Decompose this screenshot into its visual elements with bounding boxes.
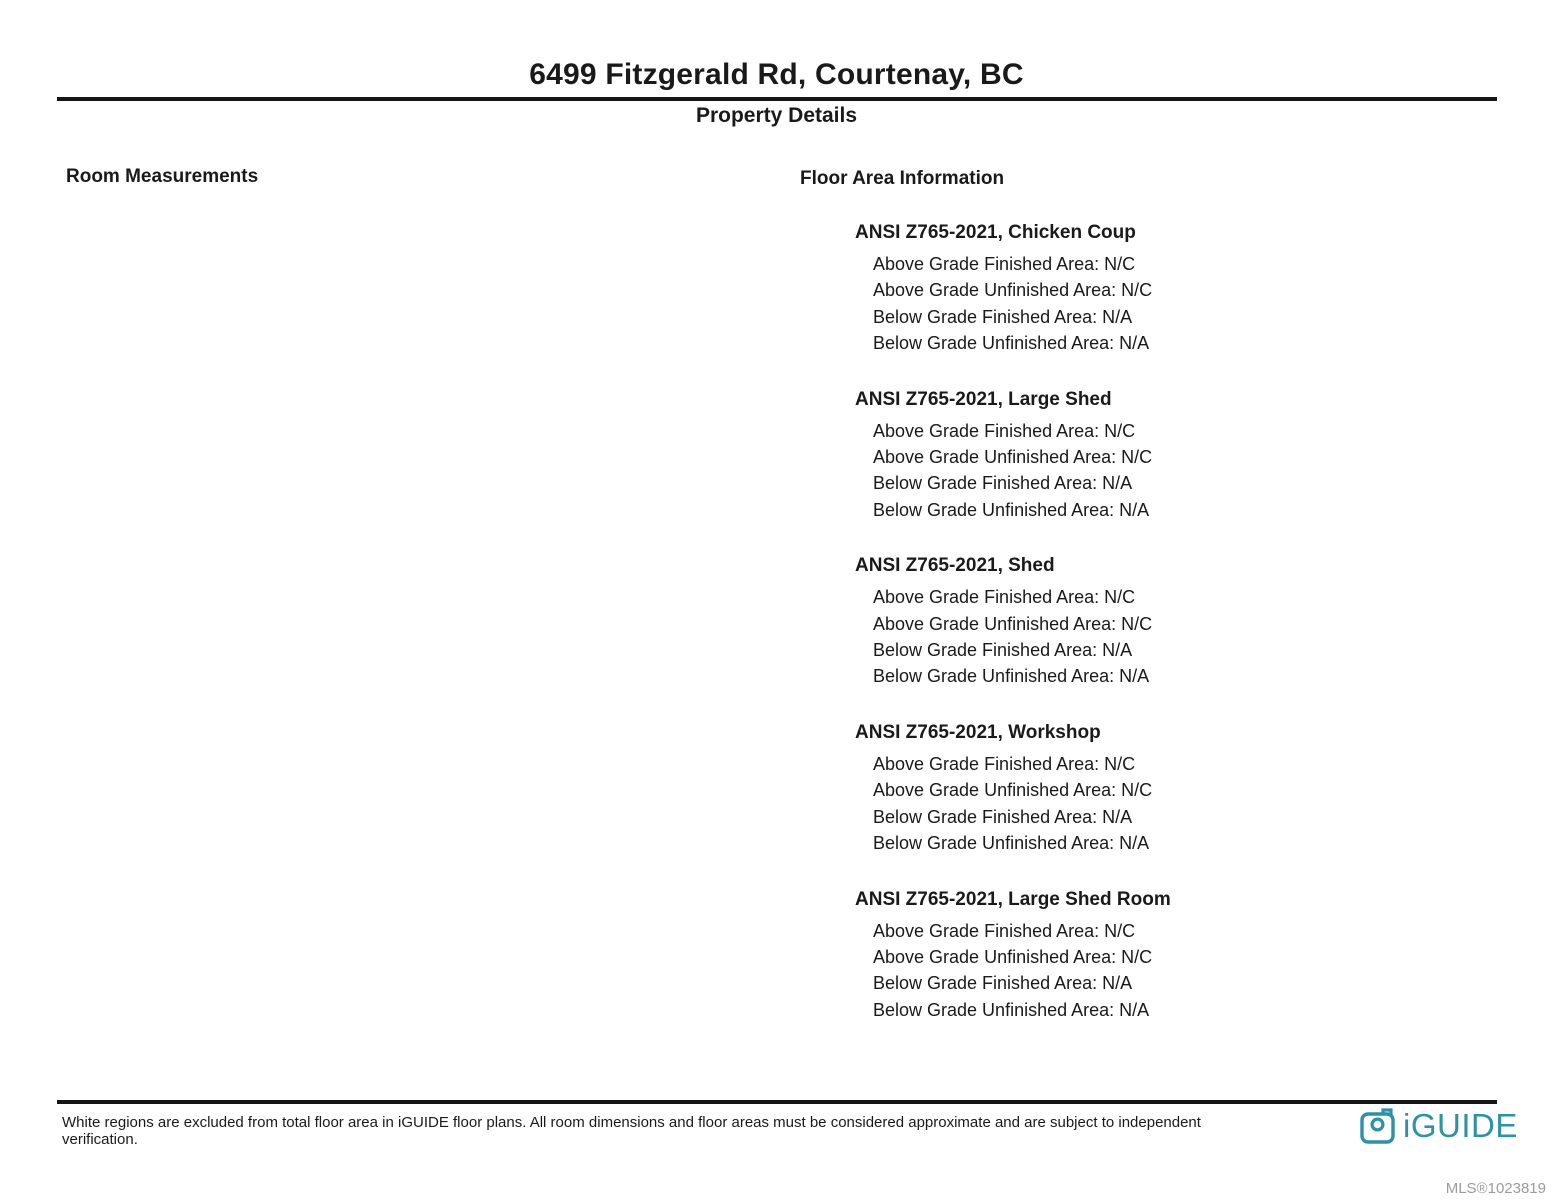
floor-area-line: Above Grade Unfinished Area: N/C — [873, 447, 1153, 468]
floor-area-section-title: ANSI Z765-2021, Shed — [855, 555, 1055, 577]
floor-area-section — [800, 388, 1440, 524]
floor-area-line: Above Grade Unfinished Area: N/C — [873, 280, 1153, 301]
floor-area-line: Above Grade Finished Area: N/C — [873, 420, 1136, 441]
floor-area-line: Below Grade Unfinished Area: N/A — [873, 833, 1150, 854]
iguide-camera-icon — [1358, 1106, 1398, 1146]
floor-area-line: Below Grade Finished Area: N/A — [873, 306, 1133, 327]
floor-area-line: Above Grade Finished Area: N/C — [873, 920, 1136, 941]
floor-area-line: Above Grade Finished Area: N/C — [873, 753, 1136, 774]
mls-number: MLS®1023819 — [1445, 1180, 1546, 1197]
floor-area-sections — [800, 221, 1440, 1023]
floor-area-section — [800, 221, 1440, 357]
footer-divider-rule — [57, 1100, 1497, 1104]
floor-area-column — [800, 168, 1440, 1023]
floor-area-line: Below Grade Finished Area: N/A — [873, 806, 1133, 827]
room-measurements-heading: Room Measurements — [66, 166, 259, 187]
floor-area-section — [800, 721, 1440, 857]
floor-area-line: Above Grade Unfinished Area: N/C — [873, 946, 1153, 967]
floor-area-section — [800, 888, 1440, 1024]
floor-area-line: Below Grade Finished Area: N/A — [873, 473, 1133, 494]
page-title: 6499 Fitzgerald Rd, Courtenay, BC — [529, 58, 1024, 91]
title-divider-rule — [57, 97, 1497, 101]
floor-area-line: Above Grade Unfinished Area: N/C — [873, 780, 1153, 801]
floor-area-section-title: ANSI Z765-2021, Workshop — [855, 721, 1101, 743]
floor-area-line: Below Grade Unfinished Area: N/A — [873, 999, 1150, 1020]
floor-area-line: Below Grade Finished Area: N/A — [873, 973, 1133, 994]
floor-area-section-title: ANSI Z765-2021, Large Shed — [855, 388, 1112, 410]
floor-area-line: Above Grade Unfinished Area: N/C — [873, 613, 1153, 634]
floor-area-section — [800, 554, 1440, 690]
floor-area-line: Above Grade Finished Area: N/C — [873, 587, 1136, 608]
floor-area-heading: Floor Area Information — [800, 168, 1005, 189]
footer-disclaimer: White regions are excluded from total floor area in iGUIDE floor plans. All room dimensions and floor areas must be considered approximate and are subject to independent verification. — [62, 1114, 1201, 1148]
page-subtitle: Property Details — [695, 104, 858, 127]
floor-area-line: Below Grade Finished Area: N/A — [873, 640, 1133, 661]
iguide-logo — [1358, 1106, 1518, 1146]
floor-area-line: Below Grade Unfinished Area: N/A — [873, 333, 1150, 354]
floor-area-line: Below Grade Unfinished Area: N/A — [873, 666, 1150, 687]
floor-area-line: Above Grade Finished Area: N/C — [873, 254, 1136, 274]
floor-area-section-title: ANSI Z765-2021, Large Shed Room — [855, 888, 1171, 910]
iguide-wordmark: iGUIDE — [1403, 1107, 1518, 1144]
floor-area-line: Below Grade Unfinished Area: N/A — [873, 499, 1150, 520]
floor-area-section-title: ANSI Z765-2021, Chicken Coup — [855, 222, 1136, 243]
